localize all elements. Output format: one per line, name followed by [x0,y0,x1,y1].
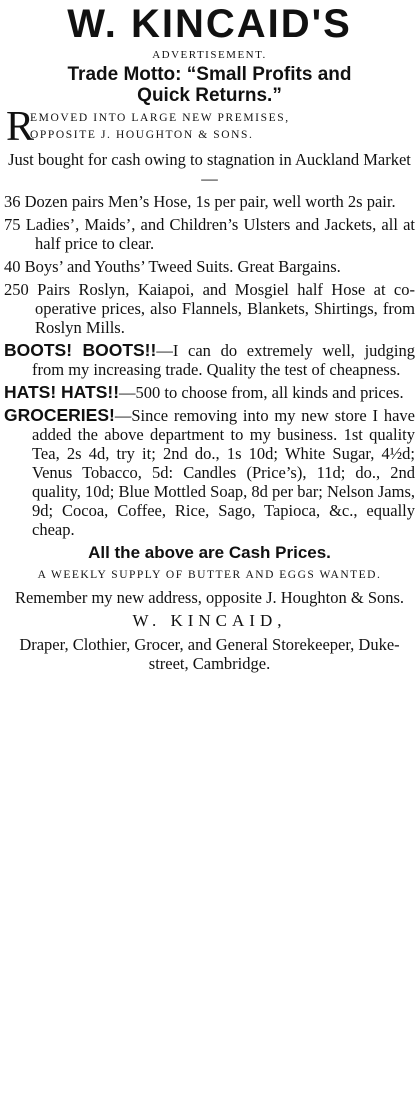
weekly-supply-notice: A WEEKLY SUPPLY OF BUTTER AND EGGS WANTED. [37,569,382,581]
proprietor-signature: W. KINCAID, [132,611,287,630]
intro-paragraph: Just bought for cash owing to stagnation in Auckland Market — [8,150,411,188]
groceries-text: —Since removing into my new store I have added the above department to my business. 1st quality Tea, 2s 4d, try it; 2nd do., 1s 10d; White Sugar, 4½d; Venus Tobacco, 5d: Candles (Price’s), 11d; do., 2nd quality, 10d; Blue Mottled Soap, 8d per bar; Nelson Jams, 9d; Cocoa, Coffee, Rice, Sago, Tapioca, &c., equally cheap. [32,406,415,539]
removed-notice-line-1: EMOVED INTO LARGE NEW PREMISES, [30,112,290,124]
hats-text: —500 to choose from, all kinds and prices. [119,383,404,402]
trade-motto-line-2: Quick Returns.” [137,85,282,106]
groceries-heading: GROCERIES! [4,405,115,425]
item-tweed-suits: 40 Boys’ and Youths’ Tweed Suits. Great Bargains. [4,257,341,276]
removed-notice-line-2: OPPOSITE J. HOUGHTON & SONS. [30,129,254,141]
hats-heading: HATS! HATS!! [4,382,120,402]
groceries-paragraph [4,406,415,539]
footer-business-description: Draper, Clothier, Grocer, and General Storekeeper, Duke-street, Cambridge. [19,635,400,673]
removed-notice [4,104,415,150]
trade-motto [4,64,415,106]
new-address-reminder: Remember my new address, opposite J. Houghton & Sons. [14,588,405,607]
item-ulsters-jackets: 75 Ladies’, Maids’, and Children’s Ulsters and Jackets, all at half price to clear. [4,215,415,253]
item-half-hose: 250 Pairs Roslyn, Kaiapoi, and Mosgiel half Hose at co-operative prices, also Flannels, Blankets, Shirtings, from Roslyn Mills. [4,280,415,337]
advertisement-page [0,2,419,1101]
drop-cap-letter: R [6,104,35,150]
boots-heading: BOOTS! BOOTS!! [4,340,157,360]
advert-subtitle: ADVERTISEMENT. [152,49,267,61]
cash-prices-notice: All the above are Cash Prices. [88,543,331,562]
boots-paragraph [4,341,415,379]
boots-text: —I can do extremely well, judging from my increasing trade. Quality the test of cheapness. [32,341,416,379]
advert-title: W. KINCAID'S [67,2,352,46]
hats-paragraph [4,383,415,402]
item-mens-hose: 36 Dozen pairs Men’s Hose, 1s per pair, well worth 2s pair. [4,192,396,211]
trade-motto-line-1: Trade Motto: “Small Profits and [67,64,352,85]
